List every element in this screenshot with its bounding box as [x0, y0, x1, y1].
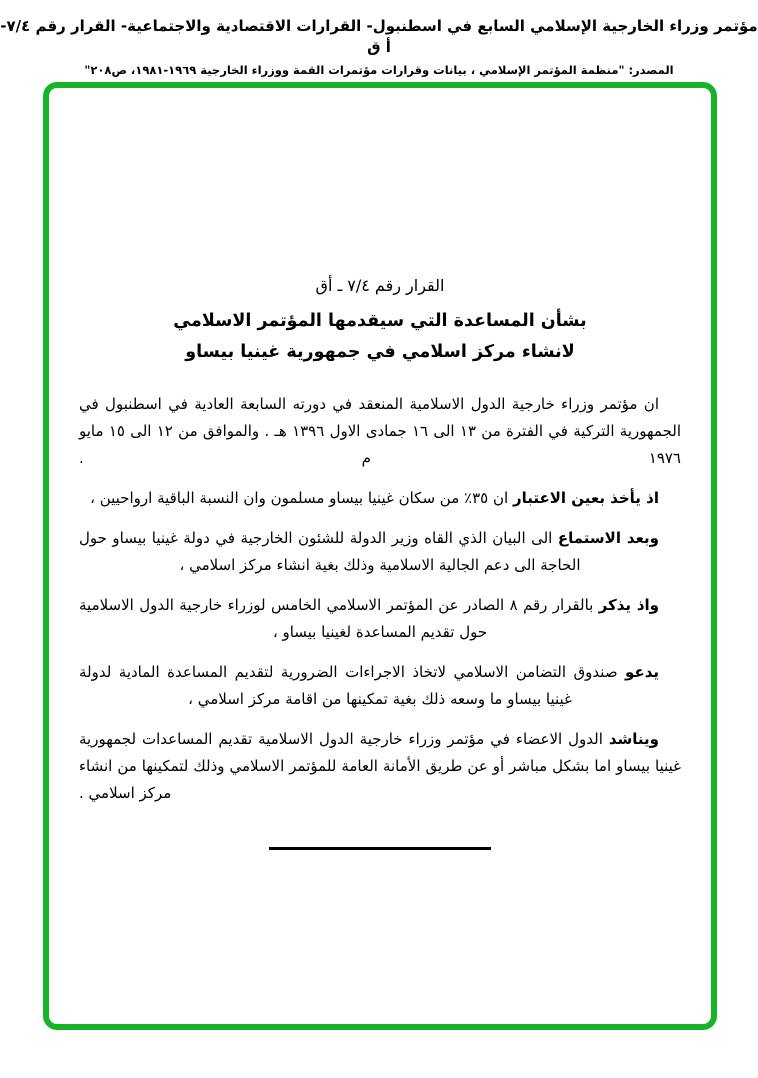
paragraph-lead: يدعو: [625, 663, 659, 682]
paragraph: [79, 726, 681, 807]
paragraph: [79, 485, 681, 512]
paragraph-lead: واذ يذكر: [598, 596, 660, 615]
paragraph-text: ان مؤتمر وزراء خارجية الدول الاسلامية المنعقد في دورته السابعة العادية في اسطنبول في الجمهورية التركية في الفترة من ١٣ الى ١٦ جمادى الاول ١٣٩٦ هـ . والموافق من ١٢ الى ١٥ مايو ١٩٧٦ م .: [79, 395, 682, 468]
paragraph-text: الدول الاعضاء في مؤتمر وزراء خارجية الدول الاسلامية تقديم المساعدات لجمهورية غينيا بيساو اما بشكل مباشر أو عن طريق الأمانة العامة للمؤتمر الاسلامي وذلك لتمكينها من انشاء مركز اسلامي .: [79, 730, 681, 803]
paragraph-lead: اذ يأخذ بعين الاعتبار: [512, 489, 659, 508]
paragraph-lead: وبعد الاستماع: [557, 529, 659, 548]
subject-line-2: لانشاء مركز اسلامي في جمهورية غينيا بيساو: [185, 341, 575, 362]
end-rule: [269, 847, 491, 850]
header-source-line: المصدر: "منظمة المؤتمر الإسلامي ، بيانات وقرارات مؤتمرات القمة ووزراء الخارجية ١٩٦٩-١٩٨١، ص٢٠٨": [84, 63, 674, 77]
paragraph: [79, 592, 681, 646]
resolution-subject: [79, 306, 681, 367]
paragraph: [79, 391, 681, 472]
document-frame: [43, 82, 717, 1030]
paragraph: [79, 659, 681, 713]
paragraph-text: الى البيان الذي القاه وزير الدولة للشئون الخارجية في دولة غينيا بيساو حول الحاجة الى دعم الجالية الاسلامية وذلك بغية انشاء مركز اسلامي ،: [79, 529, 581, 575]
resolution-number: القرار رقم ٧/٤ ـ أق: [315, 276, 445, 295]
paragraph-text: ان ٣٥٪ من سكان غينيا بيساو مسلمون وان النسبة الباقية ارواحيين ،: [90, 489, 513, 508]
document-content: [49, 276, 711, 850]
resolution-body: [79, 391, 681, 807]
paragraph-lead: ويناشد: [608, 730, 659, 749]
header-title: مؤتمر وزراء الخارجية الإسلامي السابع في اسطنبول- القرارات الاقتصادية والاجتماعية- القرار رقم ٧/٤- أ ق: [0, 17, 758, 56]
paragraph-text: بالقرار رقم ٨ الصادر عن المؤتمر الاسلامي الخامس لوزراء خارجية الدول الاسلامية حول تقديم المساعدة لغينيا بيساو ،: [79, 596, 599, 642]
page-header: [0, 0, 758, 77]
paragraph: [79, 525, 681, 579]
paragraph-text: صندوق التضامن الاسلامي لاتخاذ الاجراءات الضرورية لتقديم المساعدة المادية لدولة غينيا بيساو ما وسعه ذلك بغية تمكينها من اقامة مركز اسلامي ،: [79, 663, 626, 709]
subject-line-1: بشأن المساعدة التي سيقدمها المؤتمر الاسلامي: [173, 311, 587, 331]
